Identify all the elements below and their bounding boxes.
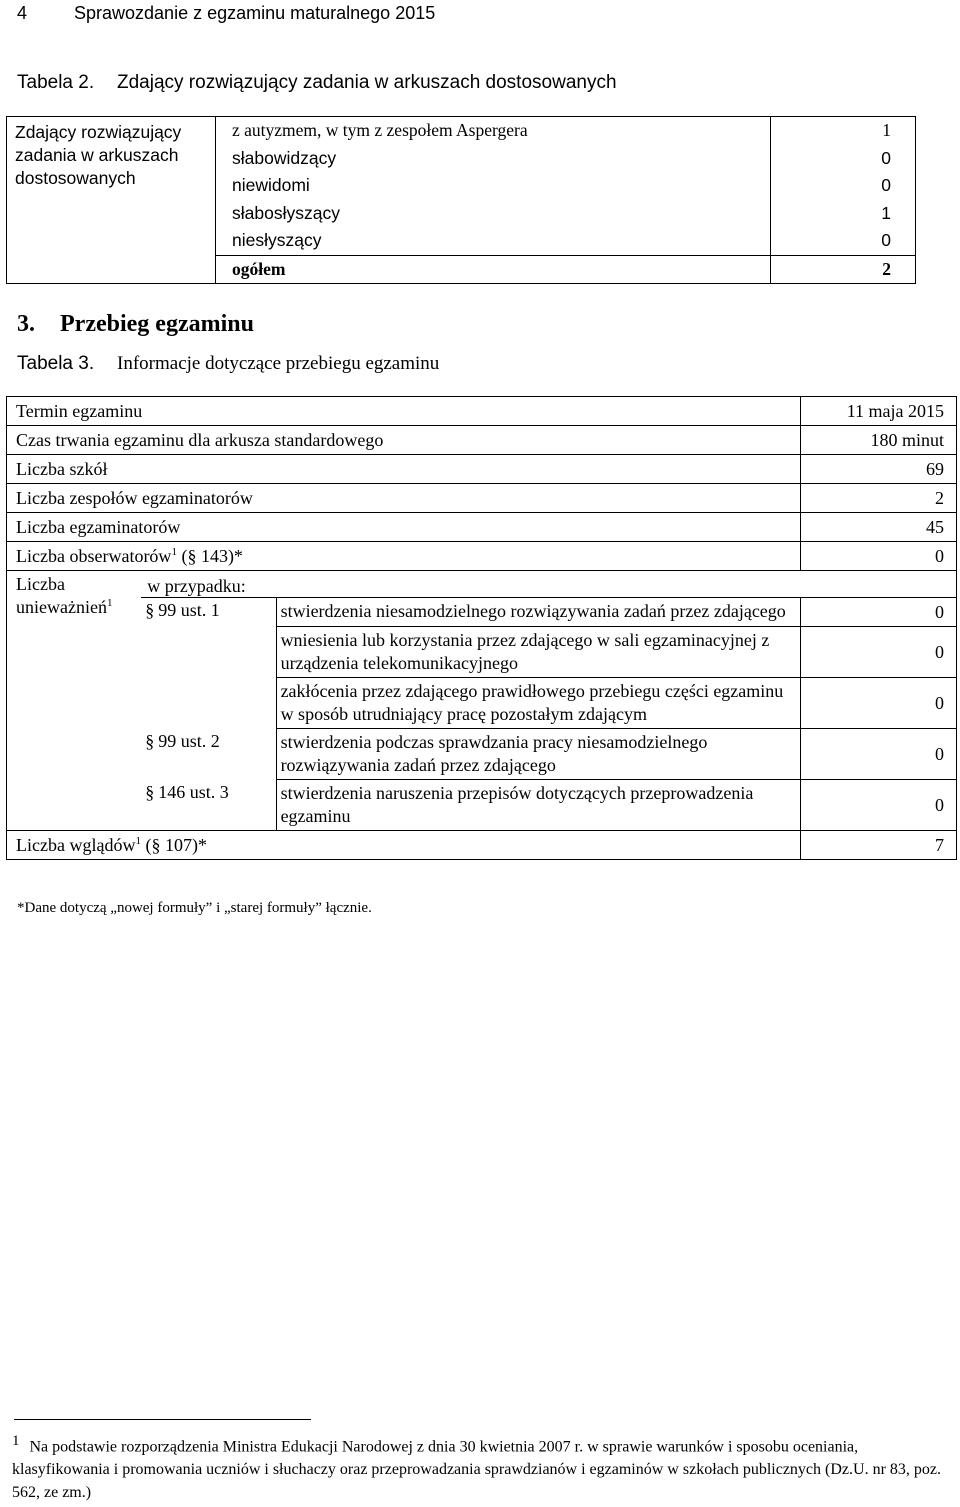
table3-row-value: 69 [800, 455, 956, 484]
annulment-ref: § 99 ust. 2 [145, 730, 220, 751]
annulment-reason: stwierdzenia naruszenia przepisów dotyczących przeprowadzenia egzaminu [276, 780, 800, 831]
table3-row-label: Liczba szkół [7, 455, 801, 484]
section-number: 3. [17, 311, 35, 337]
table2-row-label: niewidomi [216, 172, 771, 200]
annulments-label: Liczba unieważnień$^1$ [7, 571, 142, 831]
annulment-value: 0 [800, 598, 956, 627]
table2-row-value: 0 [771, 145, 916, 173]
annulment-reason: wniesienia lub korzystania przez zdającego w sali egzaminacyjnej z urządzenia telekomunikacyjnego [276, 627, 800, 678]
annulment-reason: stwierdzenia podczas sprawdzania pracy niesamodzielnego rozwiązywania zadań przez zdającego [276, 729, 800, 780]
running-header: Sprawozdanie z egzaminu maturalnego 2015 [74, 3, 436, 23]
annulment-ref-empty [141, 627, 276, 678]
footnote-marker: 1 [12, 1433, 20, 1449]
annulment-ref: § 146 ust. 3 [145, 781, 229, 802]
table2-total-value: 2 [771, 255, 916, 284]
footnote [12, 1430, 948, 1504]
table2-row-label: słabosłyszący [216, 200, 771, 228]
paragraph-sign-icon: § [145, 600, 155, 620]
table3 [6, 396, 957, 860]
annulment-ref: § 99 ust. 1 [145, 600, 220, 620]
table3-row-label: Liczba zespołów egzaminatorów [7, 484, 801, 513]
table2 [6, 116, 916, 284]
observers-value: 0 [800, 542, 956, 571]
reviews-label: Liczba wglądów$^1$ (§ 107)* [7, 831, 801, 860]
reviews-value: 7 [800, 831, 956, 860]
paragraph-sign-icon: § [187, 546, 197, 566]
table2-row-label: słabowidzący [216, 145, 771, 173]
table2-caption-number: Tabela 2. [17, 72, 95, 93]
footnote-text: Na podstawie rozporządzenia Ministra Edukacji Narodowej z dnia 30 kwietnia 2007 r. w sprawie warunków i sposobu oceniania, klasyfikowania i promowania uczniów i słuchaczy oraz przeprowadzania sprawdzianów i egzaminów w szkołach publicznych (Dz.U. nr 83, poz. 562, ze zm.) [12, 1438, 941, 1502]
table3-caption-text: Informacje dotyczące przebiegu egzaminu [117, 353, 440, 374]
annulment-reason: stwierdzenia niesamodzielnego rozwiązywania zadań przez zdającego [276, 598, 800, 627]
table3-caption-number: Tabela 3. [17, 353, 95, 374]
paragraph-sign-icon: § [145, 730, 155, 751]
annulment-value: 0 [800, 627, 956, 678]
footnote-separator [14, 1419, 311, 1420]
page-number: 4 [17, 3, 28, 23]
table3-row-value: 11 maja 2015 [800, 397, 956, 426]
table2-total-label: ogółem [216, 255, 771, 284]
table2-caption-text: Zdający rozwiązujący zadania w arkuszach dostosowanych [117, 72, 617, 93]
section-title: Przebieg egzaminu [60, 311, 254, 337]
table2-row-label: niesłyszący [216, 227, 771, 255]
table3-row-label: Czas trwania egzaminu dla arkusza standardowego [7, 426, 801, 455]
table2-row-value: 1 [771, 200, 916, 228]
annulment-ref-empty [141, 678, 276, 729]
annulment-value: 0 [800, 729, 956, 780]
table2-row-value: 0 [771, 227, 916, 255]
table2-row-value: 0 [771, 172, 916, 200]
observers-label: Liczba obserwatorów$^1$ (§ 143)* [7, 542, 801, 571]
annulments-intro: w przypadku: [141, 571, 956, 598]
paragraph-sign-icon: § [145, 781, 155, 802]
table3-row-value: 180 minut [800, 426, 956, 455]
table3-row-value: 2 [800, 484, 956, 513]
paragraph-sign-icon: § [151, 835, 161, 855]
annulment-value: 0 [800, 780, 956, 831]
table3-row-label: Termin egzaminu [7, 397, 801, 426]
annulment-value: 0 [800, 678, 956, 729]
table2-row-header: Zdający rozwiązujący zadania w arkuszach dostosowanych [7, 117, 216, 284]
table3-row-value: 45 [800, 513, 956, 542]
table2-row-value: 1 [771, 117, 916, 145]
annulment-reason: zakłócenia przez zdającego prawidłowego przebiegu części egzaminu w sposób utrudniający pracę pozostałym zdającym [276, 678, 800, 729]
table2-row-label: z autyzmem, w tym z zespołem Aspergera [216, 117, 771, 145]
table-note: *Dane dotyczą „nowej formuły” i „starej formuły” łącznie. [17, 900, 372, 916]
table3-row-label: Liczba egzaminatorów [7, 513, 801, 542]
